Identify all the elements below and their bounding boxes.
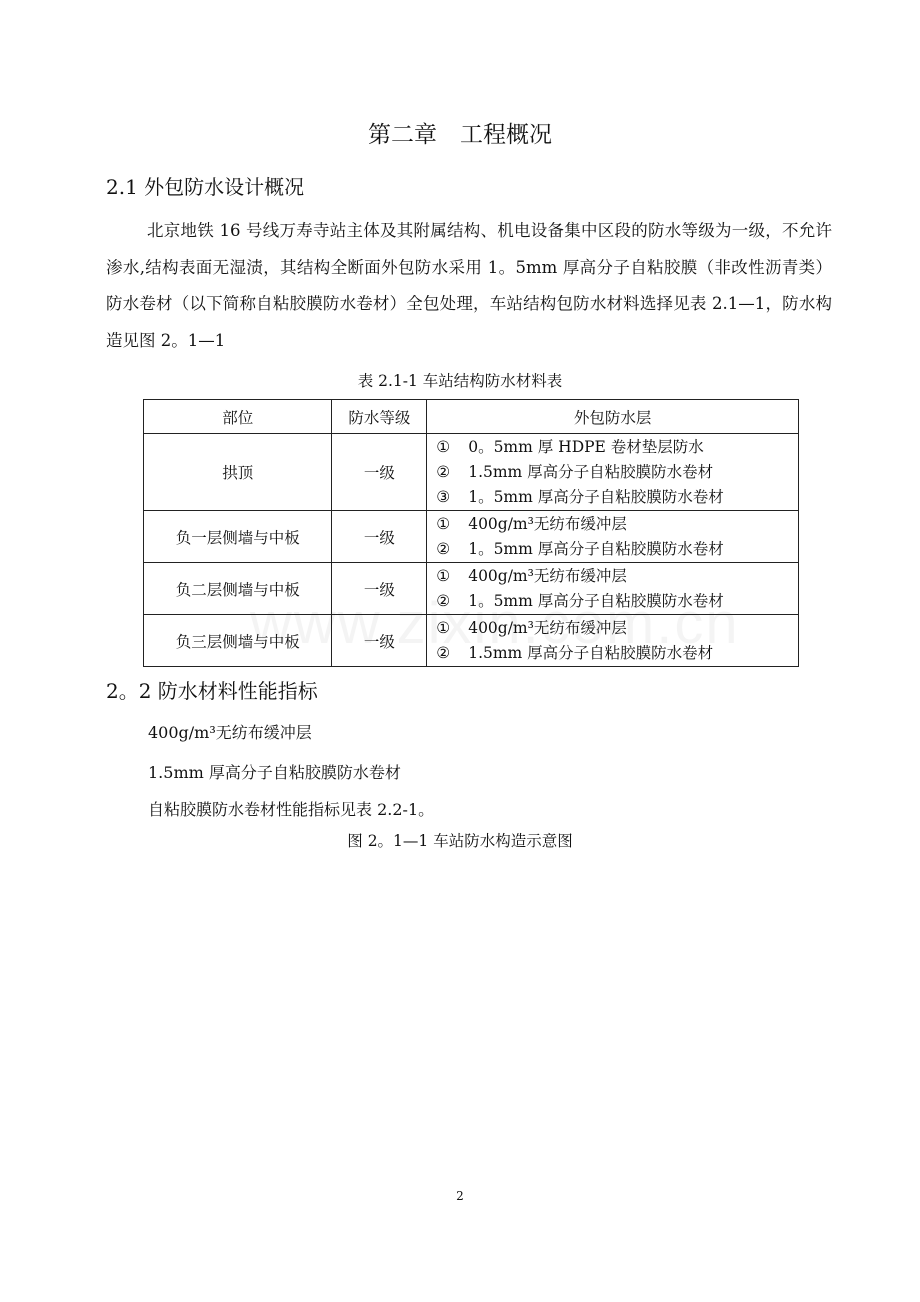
- cell-grade: 一级: [332, 511, 427, 563]
- cell-layers: [427, 511, 799, 563]
- layer-number: ①: [436, 619, 451, 637]
- layer-number: ③: [436, 488, 451, 506]
- layer-text: 1。5mm 厚高分子自粘胶膜防水卷材: [468, 488, 724, 506]
- cell-layers: [427, 615, 799, 667]
- layer-number: ②: [436, 592, 451, 610]
- layer-text: 400g/m³无纺布缓冲层: [468, 567, 627, 585]
- layer-item: [436, 512, 792, 537]
- layer-item: [436, 537, 792, 562]
- chapter-title: 第二章 工程概况: [368, 122, 552, 148]
- table-row: [144, 511, 799, 563]
- layer-text: 1.5mm 厚高分子自粘胶膜防水卷材: [468, 644, 714, 662]
- layer-number: ①: [436, 567, 451, 585]
- header-part: 部位: [144, 400, 332, 434]
- layer-item: [436, 564, 792, 589]
- table-body: [144, 434, 799, 667]
- table-caption: 表 2.1-1 车站结构防水材料表: [357, 372, 563, 390]
- cell-part: 负二层侧墙与中板: [144, 563, 332, 615]
- cell-part: 负三层侧墙与中板: [144, 615, 332, 667]
- page-number: 2: [456, 1189, 464, 1203]
- layer-item: [436, 460, 792, 485]
- table-header-row: [144, 400, 799, 434]
- cell-part: 负一层侧墙与中板: [144, 511, 332, 563]
- layer-item: [436, 435, 792, 460]
- layer-text: 1。5mm 厚高分子自粘胶膜防水卷材: [468, 540, 724, 558]
- header-layers: 外包防水层: [427, 400, 799, 434]
- layer-item: [436, 641, 792, 666]
- cell-grade: 一级: [332, 615, 427, 667]
- table-row: [144, 434, 799, 511]
- table-row: [144, 615, 799, 667]
- layer-item: [436, 589, 792, 614]
- figure-caption: 图 2。1—1 车站防水构造示意图: [347, 832, 573, 850]
- cell-part: 拱顶: [144, 434, 332, 511]
- layer-number: ②: [436, 540, 451, 558]
- cell-grade: 一级: [332, 563, 427, 615]
- section-2-1-paragraph: 北京地铁 16 号线万寿寺站主体及其附属结构、机电设备集中区段的防水等级为一级，不允许渗水,结构表面无湿渍，其结构全断面外包防水采用 1。5mm 厚高分子自粘胶膜（非改性沥青类）防水卷材（以下简称自粘胶膜防水卷材）全包处理，车站结构包防水材料选择见表 2.1—1，防水构造见图 2。1—1: [106, 221, 832, 350]
- layer-number: ②: [436, 644, 451, 662]
- cell-layers: [427, 563, 799, 615]
- header-grade: 防水等级: [332, 400, 427, 434]
- waterproof-material-table: [143, 399, 799, 667]
- section-heading-2-2: 2。2 防水材料性能指标: [106, 679, 318, 703]
- layer-text: 1。5mm 厚高分子自粘胶膜防水卷材: [468, 592, 724, 610]
- layer-number: ②: [436, 463, 451, 481]
- layer-text: 0。5mm 厚 HDPE 卷材垫层防水: [468, 438, 704, 456]
- material-line-2: 1.5mm 厚高分子自粘胶膜防水卷材: [148, 763, 401, 782]
- section-heading-2-1: 2.1 外包防水设计概况: [106, 175, 305, 199]
- cell-layers: [427, 434, 799, 511]
- layer-number: ①: [436, 438, 451, 456]
- material-line-3: 自粘胶膜防水卷材性能指标见表 2.2-1。: [148, 800, 435, 819]
- layer-item: [436, 616, 792, 641]
- layer-item: [436, 485, 792, 510]
- table-row: [144, 563, 799, 615]
- layer-text: 1.5mm 厚高分子自粘胶膜防水卷材: [468, 463, 714, 481]
- layer-number: ①: [436, 515, 451, 533]
- material-line-1: 400g/m³无纺布缓冲层: [148, 723, 312, 742]
- layer-text: 400g/m³无纺布缓冲层: [468, 515, 627, 533]
- cell-grade: 一级: [332, 434, 427, 511]
- layer-text: 400g/m³无纺布缓冲层: [468, 619, 627, 637]
